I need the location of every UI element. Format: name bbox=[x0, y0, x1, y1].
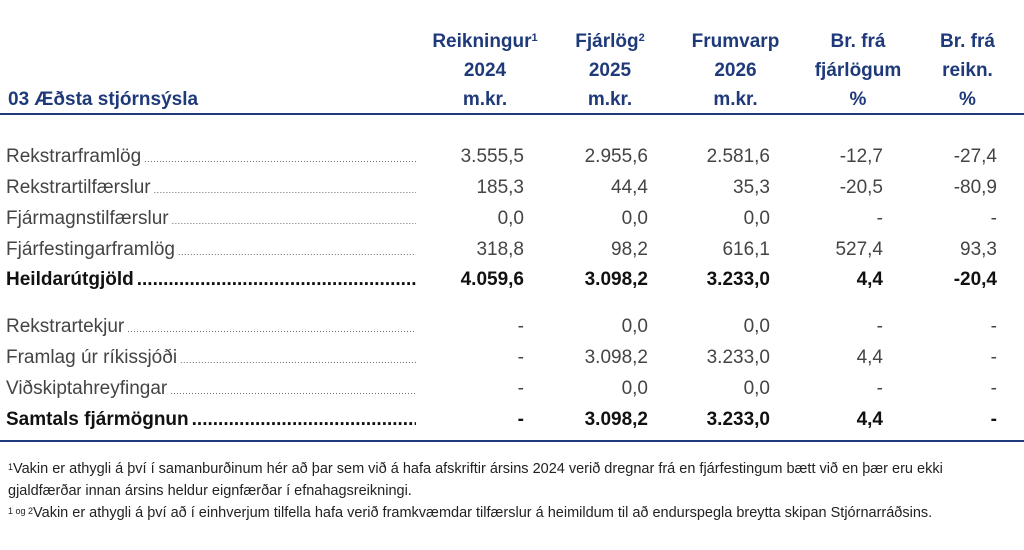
row-label bbox=[6, 373, 416, 404]
column-header-reikningur bbox=[420, 27, 550, 114]
cell-br-reikn: -20,4 bbox=[953, 269, 997, 290]
row-label-text: Fjárfestingarframlög bbox=[6, 239, 175, 260]
table-row bbox=[0, 342, 1024, 373]
cell-br-reikn: - bbox=[990, 347, 997, 368]
cell-frumvarp: 2.581,6 bbox=[706, 146, 770, 167]
row-label bbox=[6, 311, 416, 342]
cell-reikningur: 0,0 bbox=[497, 208, 524, 229]
cell-fjarlog: 3.098,2 bbox=[584, 347, 648, 368]
dot-leader bbox=[180, 345, 416, 373]
cell-reikningur: 4.059,6 bbox=[460, 269, 524, 290]
cell-fjarlog: 3.098,2 bbox=[584, 269, 648, 290]
column-header-line1: Br. frá bbox=[830, 31, 886, 52]
column-header-frumvarp bbox=[673, 27, 798, 114]
column-header-line1: Reikningur bbox=[432, 31, 532, 52]
cell-br-reikn: 93,3 bbox=[960, 239, 997, 260]
column-header-line2: fjárlögum bbox=[814, 60, 902, 81]
row-label bbox=[6, 404, 416, 435]
row-label-text: Viðskiptahreyfingar bbox=[6, 378, 168, 399]
column-header-line1: Br. frá bbox=[940, 31, 995, 52]
table-row bbox=[0, 311, 1024, 342]
dot-leader bbox=[172, 206, 416, 234]
row-label-text: Rekstrartilfærslur bbox=[6, 177, 151, 198]
dot-leader bbox=[170, 376, 416, 404]
cell-br-fjarlogum: 4,4 bbox=[856, 269, 883, 290]
cell-br-fjarlogum: - bbox=[876, 316, 883, 337]
dot-leader bbox=[154, 175, 416, 203]
column-header-line1: Frumvarp bbox=[691, 31, 780, 52]
cell-frumvarp: 3.233,0 bbox=[706, 347, 770, 368]
table-row bbox=[0, 234, 1024, 265]
cell-fjarlog: 98,2 bbox=[611, 239, 648, 260]
row-label bbox=[6, 141, 416, 172]
cell-reikningur: - bbox=[517, 378, 524, 399]
cell-br-fjarlogum: - bbox=[876, 378, 883, 399]
cell-frumvarp: 3.233,0 bbox=[706, 409, 770, 430]
cell-fjarlog: 3.098,2 bbox=[584, 409, 648, 430]
cell-fjarlog: 0,0 bbox=[621, 316, 648, 337]
cell-frumvarp: 35,3 bbox=[733, 177, 770, 198]
footnote-marker: 2 bbox=[638, 32, 645, 44]
column-header-line3: % bbox=[849, 89, 867, 110]
table-title: 03 Æðsta stjórnsýsla bbox=[8, 89, 199, 110]
row-label-text: Rekstrarframlög bbox=[6, 146, 142, 167]
row-label-text: Rekstrartekjur bbox=[6, 316, 125, 337]
cell-frumvarp: 0,0 bbox=[743, 378, 770, 399]
footnote-marker: 1 bbox=[8, 462, 14, 472]
column-header-line3: m.kr. bbox=[462, 89, 508, 110]
footer-rule bbox=[0, 440, 1024, 442]
dot-leader bbox=[137, 264, 416, 295]
cell-br-fjarlogum: 4,4 bbox=[856, 409, 883, 430]
row-label bbox=[6, 234, 416, 265]
column-header-line3: m.kr. bbox=[587, 89, 633, 110]
cell-frumvarp: 616,1 bbox=[722, 239, 770, 260]
column-header-line2: 2024 bbox=[463, 60, 507, 81]
column-header-line2: 2025 bbox=[588, 60, 632, 81]
cell-fjarlog: 0,0 bbox=[621, 378, 648, 399]
column-header-line1: Fjárlög bbox=[575, 31, 639, 52]
cell-reikningur: - bbox=[517, 409, 524, 430]
dot-leader bbox=[178, 237, 416, 265]
cell-br-reikn: - bbox=[990, 409, 997, 430]
footnote-marker: 1 og 2 bbox=[8, 506, 34, 516]
table-row bbox=[0, 172, 1024, 203]
column-header-line2: reikn. bbox=[942, 60, 993, 81]
cell-fjarlog: 0,0 bbox=[621, 208, 648, 229]
row-label bbox=[6, 264, 416, 295]
table-row bbox=[0, 203, 1024, 234]
footnote-text: Vakin er athygli á því að í einhverjum tilfella hafa verið framkvæmdar tilfærslur á heimildum til að endurspegla breytta skipan Stjórnarráðsins. bbox=[33, 505, 933, 521]
column-header-line2: 2026 bbox=[714, 60, 757, 81]
cell-br-fjarlogum: -12,7 bbox=[839, 146, 883, 167]
cell-frumvarp: 3.233,0 bbox=[706, 269, 770, 290]
cell-reikningur: 3.555,5 bbox=[460, 146, 524, 167]
table-row bbox=[0, 373, 1024, 404]
cell-br-reikn: -27,4 bbox=[953, 146, 997, 167]
column-header-line3: m.kr. bbox=[713, 89, 758, 110]
cell-br-fjarlogum: 527,4 bbox=[835, 239, 883, 260]
dot-leader bbox=[192, 404, 416, 435]
dot-leader bbox=[127, 314, 416, 342]
cell-br-fjarlogum: - bbox=[876, 208, 883, 229]
row-label bbox=[6, 203, 416, 234]
column-header-br-reikn bbox=[920, 27, 1015, 114]
row-label bbox=[6, 172, 416, 203]
total-row bbox=[0, 404, 1024, 435]
footnote-text: Vakin er athygli á því í samanburðinum hér að þar sem við á hafa afskriftir ársins 2024 verið dregnar frá en fjárfestingum bætt við en þær eru ekki gjaldfærðar innan ársins heldur eignfærðar í efnahagsreikningi. bbox=[8, 461, 943, 499]
cell-br-fjarlogum: -20,5 bbox=[839, 177, 883, 198]
cell-br-reikn: -80,9 bbox=[953, 177, 997, 198]
row-label-text: Samtals fjármögnun bbox=[6, 409, 189, 430]
cell-reikningur: - bbox=[517, 316, 524, 337]
cell-frumvarp: 0,0 bbox=[743, 316, 770, 337]
cell-fjarlog: 2.955,6 bbox=[584, 146, 648, 167]
cell-br-fjarlogum: 4,4 bbox=[856, 347, 883, 368]
row-label-text: Fjármagnstilfærslur bbox=[6, 208, 169, 229]
cell-br-reikn: - bbox=[990, 208, 997, 229]
cell-reikningur: 185,3 bbox=[476, 177, 524, 198]
cell-br-reikn: - bbox=[990, 378, 997, 399]
column-header-fjarlog bbox=[550, 27, 670, 114]
cell-br-reikn: - bbox=[990, 316, 997, 337]
cell-frumvarp: 0,0 bbox=[743, 208, 770, 229]
cell-reikningur: 318,8 bbox=[476, 239, 524, 260]
column-header-br-fjarlogum bbox=[798, 27, 918, 114]
header-rule bbox=[0, 113, 1024, 115]
table-row bbox=[0, 141, 1024, 172]
row-label bbox=[6, 342, 416, 373]
total-row bbox=[0, 264, 1024, 295]
dot-leader bbox=[144, 144, 416, 172]
cell-reikningur: - bbox=[517, 347, 524, 368]
row-label-text: Heildarútgjöld bbox=[6, 269, 134, 290]
footnote-2 bbox=[8, 502, 1016, 524]
footnote-1 bbox=[8, 458, 1016, 502]
column-header-line3: % bbox=[959, 89, 976, 110]
cell-fjarlog: 44,4 bbox=[611, 177, 648, 198]
footnote-marker: 1 bbox=[531, 32, 538, 44]
row-label-text: Framlag úr ríkissjóði bbox=[6, 347, 178, 368]
